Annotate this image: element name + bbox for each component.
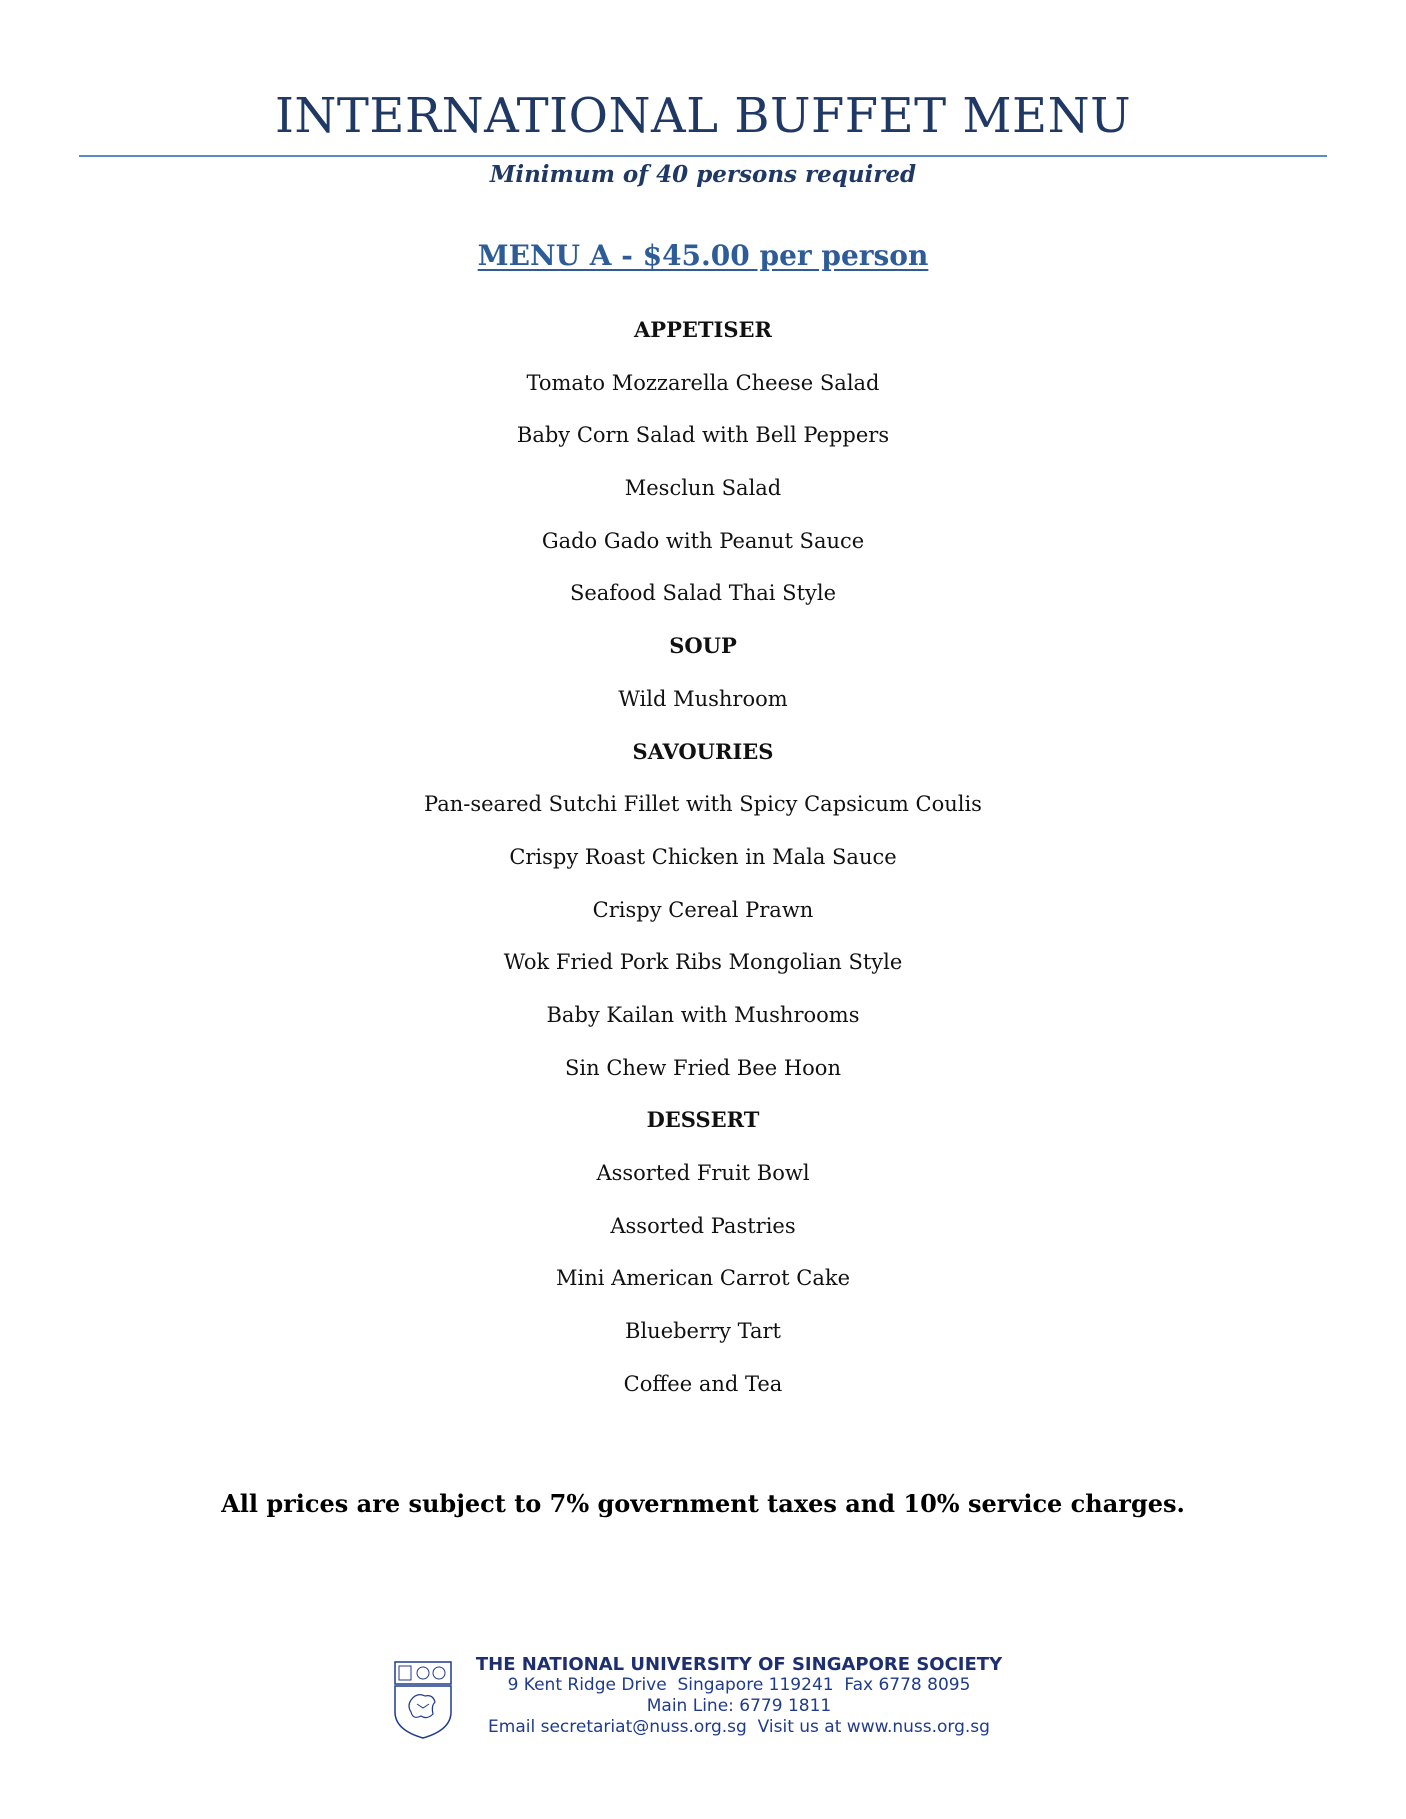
menu-item: Pan-seared Sutchi Fillet with Spicy Capsicum Coulis — [424, 792, 982, 817]
menu-item: Gado Gado with Peanut Sauce — [541, 528, 865, 553]
section-title-appetiser: APPETISER — [634, 317, 772, 342]
menu-item: Tomato Mozzarella Cheese Salad — [526, 370, 880, 395]
title-divider — [79, 155, 1327, 157]
org-name: THE NATIONAL UNIVERSITY OF SINGAPORE SOCIETY — [475, 1654, 1003, 1675]
nuss-crest-icon — [393, 1660, 453, 1740]
main-line: Main Line: 6779 1811 — [646, 1696, 832, 1716]
menu-item: Crispy Roast Chicken in Mala Sauce — [509, 844, 897, 869]
page-title: INTERNATIONAL BUFFET MENU — [274, 88, 1132, 144]
section-title-soup: SOUP — [669, 633, 737, 659]
menu-item: Coffee and Tea — [623, 1371, 783, 1396]
menu-item: Assorted Fruit Bowl — [596, 1161, 810, 1185]
contact-line: Email secretariat@nuss.org.sg Visit us at www.nuss.org.sg — [488, 1717, 990, 1737]
menu-item: Crispy Cereal Prawn — [592, 897, 814, 922]
menu-item: Wild Mushroom — [618, 686, 788, 711]
menu-heading-text: MENU A - $45.00 per person — [477, 239, 929, 272]
section-title-dessert: DESSERT — [646, 1107, 760, 1133]
menu-item: Seafood Salad Thai Style — [569, 581, 837, 606]
address-line: 9 Kent Ridge Drive Singapore 119241 Fax 6778 8095 — [507, 1675, 971, 1695]
menu-heading — [0, 236, 1406, 276]
pricing-note: All prices are subject to 7% government taxes and 10% service charges. — [221, 1489, 1185, 1518]
menu-item: Baby Kailan with Mushrooms — [546, 1002, 860, 1027]
minimum-persons-note: Minimum of 40 persons required — [489, 161, 917, 188]
menu-item: Sin Chew Fried Bee Hoon — [565, 1055, 841, 1080]
menu-courses — [0, 310, 1406, 1416]
menu-item: Baby Corn Salad with Bell Peppers — [516, 423, 890, 448]
footer-contact — [459, 1654, 1019, 1738]
menu-item: Blueberry Tart — [625, 1319, 781, 1344]
menu-item: Wok Fried Pork Ribs Mongolian Style — [503, 950, 903, 975]
menu-item: Mini American Carrot Cake — [555, 1266, 851, 1291]
section-title-savouries: SAVOURIES — [632, 738, 774, 764]
menu-item: Assorted Pastries — [610, 1213, 796, 1238]
menu-item: Mesclun Salad — [624, 476, 782, 501]
footer — [393, 1654, 1033, 1754]
